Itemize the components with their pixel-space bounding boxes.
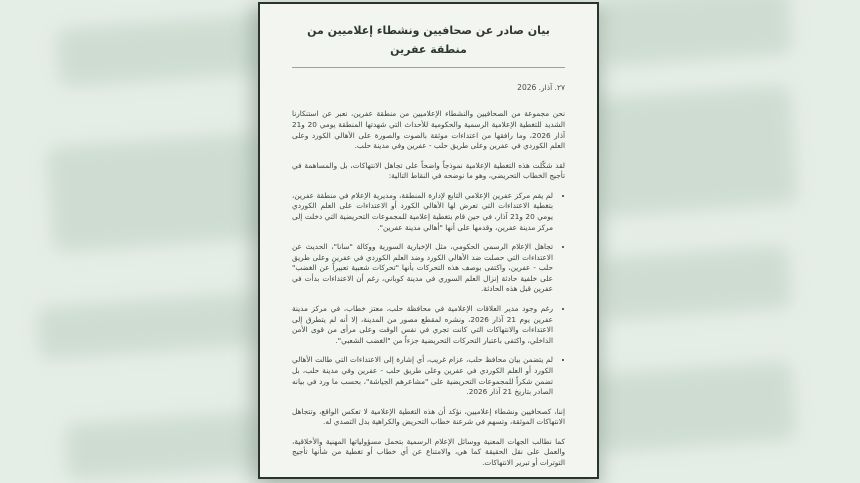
- background-blur-band: [47, 133, 269, 253]
- statement-title: بيان صادر عن صحافيين ونشطاء إعلاميين من منطقة عفرين: [307, 24, 550, 56]
- leadin-paragraph: لقد شكّلت هذه التغطية الإعلامية نموذجاً واضحاً على تجاهل الانتهاكات، بل والمساهمة في تأجيج الخطاب التحريضي، وهو ما نوضحه في النقاط التالية:: [292, 160, 565, 181]
- background-blur-band: [64, 411, 262, 479]
- title-divider: [292, 67, 565, 68]
- background-blur-band: [598, 0, 792, 67]
- background-blur-band: [598, 245, 792, 320]
- closing-paragraph-2: كما نطالب الجهات المعنية ووسائل الإعلام الرسمية بتحمل مسؤولياتها المهنية والأخلاقية، والعمل على نقل الحقيقة كما هي، والامتناع عن أي خطاب أو تغطية من شأنها تأجيج التوترات أو تبرير الانتهاكات.: [292, 436, 565, 467]
- statement-date: ٢٧. آذار. 2026: [517, 83, 565, 93]
- closing-paragraph-1: إننا، كصحافيين ونشطاء إعلاميين، نؤكد أن هذه التغطية الإعلامية لا تعكس الواقع، وتتجاهل الانتهاكات الموثقة، وتسهم في شرعنة خطاب التحريض والكراهية بدل التصدي له.: [292, 406, 565, 427]
- intro-paragraph: نحن مجموعة من الصحافيين والنشطاء الإعلاميين من منطقة عفرين، نعبر عن استنكارنا الشديد للتغطية الإعلامية الرسمية والحكومية للأحداث التي شهدتها المنطقة يومي 20 و21 آذار 2026، وما رافقها من اعتداءات موثقة بالصوت والصورة على الأهالي الكورد وعلى العلم الكوردي في عفرين وعلى طريق حلب - عفرين وفي مدينة حلب.: [292, 109, 566, 151]
- background-blur-band: [592, 361, 797, 453]
- document-content: [260, 4, 597, 469]
- background-blur-band: [36, 292, 259, 359]
- statement-point: • رغم وجود مدير العلاقات الإعلامية في محافظة حلب، معتز خطاب، في مركز مدينة عفرين يوم 21 آذار 2026، ونشره لمقطع مصور من المدينة، إلا أنه لم يتطرق إلى الاعتداءات والانتهاكات التي كانت تجري في نفس الوقت وعلى مرأى من قوى الأمن الداخلي، واكتفى باعتبار التحركات التحريضية جزءاً من "الغضب الشعبي".: [292, 304, 553, 346]
- document-page: [258, 2, 599, 479]
- statement-point: • تجاهل الإعلام الرسمي الحكومي، مثل الإخبارية السورية ووكالة "سانا"، الحديث عن الاعتداءات التي حصلت ضد الأهالي الكورد وضد العلم الكوردي في عفرين وعلى طريق حلب - عفرين، واكتفى بوصف هذه التحركات بأنها "تحركات شعبية تعبيراً عن الغضب" على خلفية حادثة إنزال العلم السوري في مدينة كوباني، رغم أن الاعتداءات بدأت في عفرين قبل هذه الحادثة.: [292, 242, 553, 295]
- background-blur-band: [592, 85, 798, 217]
- statement-point: • لم يتضمن بيان محافظ حلب، عزام غريب، أي إشارة إلى الاعتداءات التي طالت الأهالي الكورد أو العلم الكوردي في عفرين وعلى طريق حلب - عفرين وفي مدينة حلب، بل تضمن شكراً للمجموعات التحريضية على "مشاعرهم الجياشة"، بحسب ما ورد في بيانه الصادر بتاريخ 21 آذار 2026.: [292, 355, 553, 397]
- statement-points: [292, 191, 565, 398]
- background-blur-band: [56, 15, 265, 87]
- statement-point: • لم يقم مركز عفرين الإعلامي التابع لإدارة المنطقة، ومديرية الإعلام في منطقة عفرين، بتغطية الاعتداءات التي تعرض لها الأهالي الكورد أو الاعتداءات على العلم الكوردي يومي 20 و21 آذار، في حين قام بتغطية إعلامية للمجموعات التحريضية التي دخلت إلى مركز مدينة عفرين، وقدمها على أنها "أهالي مدينة عفرين".: [292, 191, 553, 233]
